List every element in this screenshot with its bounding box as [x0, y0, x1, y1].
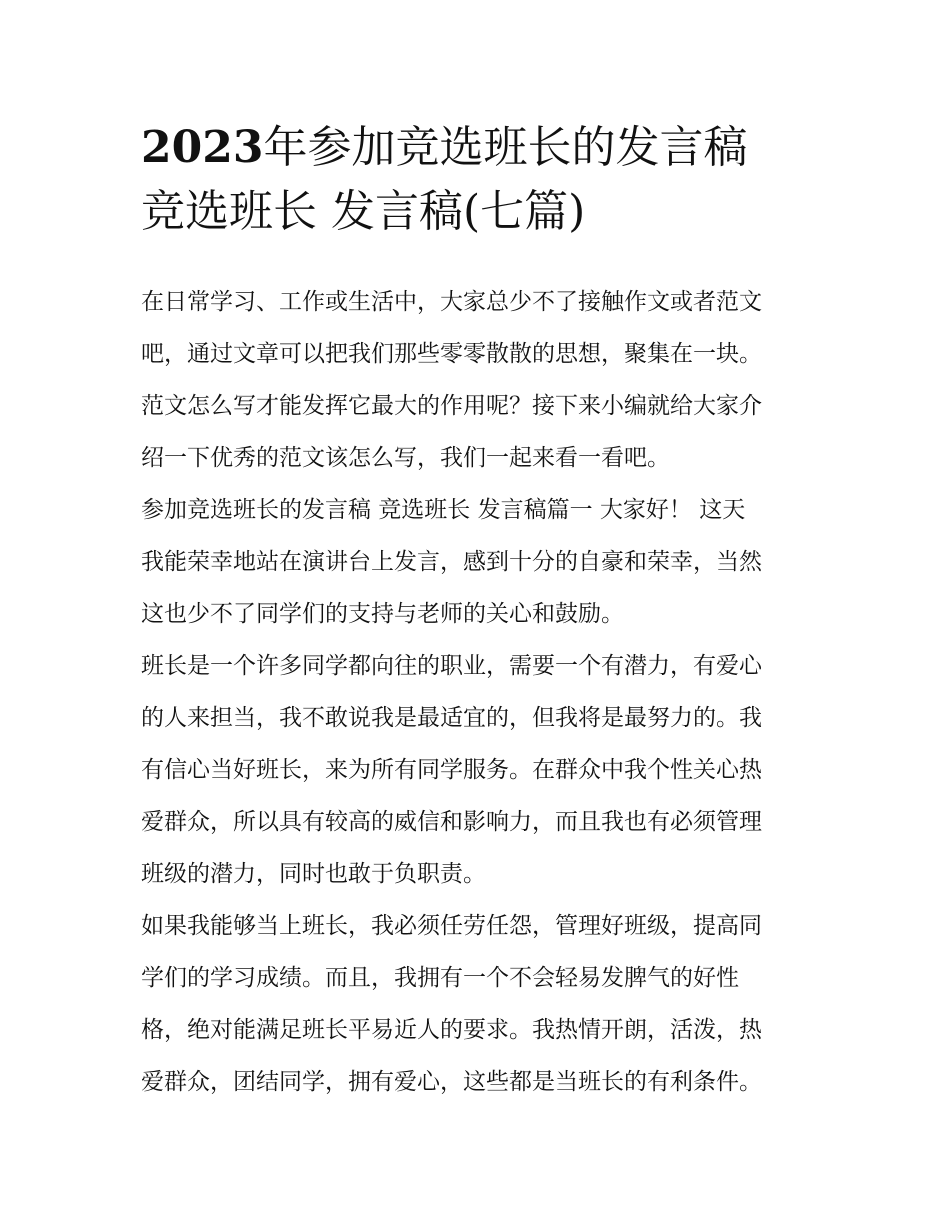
- body-line: 学们的学习成绩。而且，我拥有一个不会轻易发脾气的好性: [141, 965, 739, 991]
- body-line: 班级的潜力，同时也敢于负职责。: [141, 861, 486, 887]
- body-line: 爱群众，所以具有较高的威信和影响力，而且我也有必须管理: [141, 809, 762, 835]
- body-line: 在日常学习、工作或生活中，大家总少不了接触作文或者范文: [141, 289, 762, 315]
- title-line-1-text: 年参加竞选班长的发言稿: [263, 122, 748, 173]
- body-line: 吧，通过文章可以把我们那些零零散散的思想，聚集在一块。: [141, 341, 762, 367]
- body-line: 格，绝对能满足班长平易近人的要求。我热情开朗，活泼，热: [141, 1017, 762, 1043]
- body-line: 参加竞选班长的发言稿 竞选班长 发言稿篇一 大家好！ 这天: [141, 497, 746, 523]
- body-line: 这也少不了同学们的支持与老师的关心和鼓励。: [141, 601, 624, 627]
- body-line: 的人来担当，我不敢说我是最适宜的，但我将是最努力的。我: [141, 705, 762, 731]
- document-body: [141, 276, 821, 1108]
- body-line: 班长是一个许多同学都向往的职业，需要一个有潜力，有爱心: [141, 653, 762, 679]
- body-line: 爱群众，团结同学，拥有爱心，这些都是当班长的有利条件。: [141, 1069, 762, 1095]
- body-line: 绍一下优秀的范文该怎么写，我们一起来看一看吧。: [141, 445, 670, 471]
- title-year: 2023: [141, 122, 264, 173]
- body-line: 有信心当好班长，来为所有同学服务。在群众中我个性关心热: [141, 757, 762, 783]
- body-line: 范文怎么写才能发挥它最大的作用呢？接下来小编就给大家介: [141, 393, 762, 419]
- title-line-1: [141, 116, 821, 180]
- document-title: [141, 116, 821, 244]
- body-line: 如果我能够当上班长，我必须任劳任怨，管理好班级，提高同: [141, 913, 762, 939]
- body-line: 我能荣幸地站在演讲台上发言，感到十分的自豪和荣幸，当然: [141, 549, 762, 575]
- title-line-2: 竞选班长 发言稿(七篇): [141, 186, 586, 237]
